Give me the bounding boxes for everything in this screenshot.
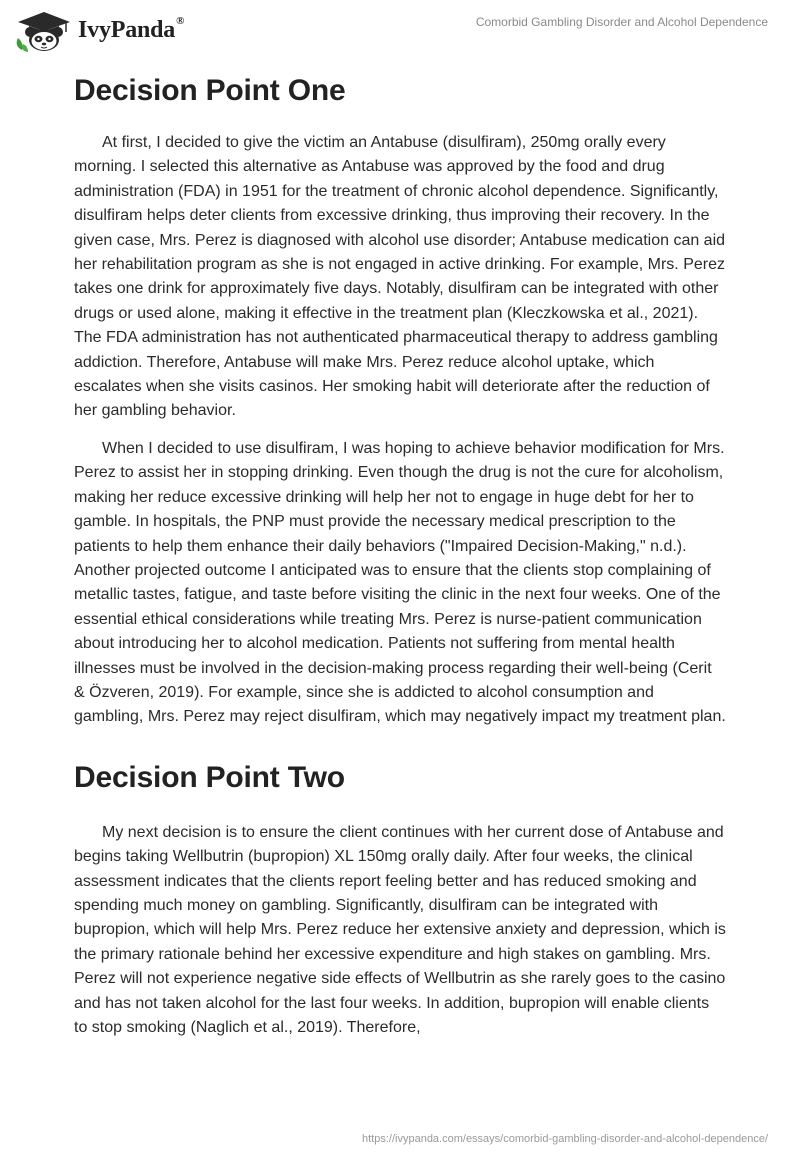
brand-name: IvyPanda®	[78, 14, 185, 43]
paragraph: When I decided to use disulfiram, I was hoping to achieve behavior modification for Mrs. Perez to assist her in stopping drinking. Even though the drug is not the cure for alcoholism, making her reduce excessive drinking will help her not to engage in huge debt for her to gamble. In hospitals, the PNP must provide the necessary medical prescription to the patients to help them enhance their daily behaviors ("Impaired Decision-Making," n.d.). Another projected outcome I anticipated was to ensure that the clients stop complaining of metallic tastes, fatigue, and taste before visiting the clinic in the next four weeks. One of the essential ethical considerations while treating Mrs. Perez is nurse-patient communication about introducing her to alcohol medication. Patients not suffering from mental health illnesses must be involved in the decision-making process regarding their well-being (Cerit & Özveren, 2019). For example, since she is addicted to alcohol consumption and gambling, Mrs. Perez may reject disulfiram, which may negatively impact my treatment plan.	[74, 439, 726, 726]
brand-logo[interactable]	[14, 8, 184, 52]
page-header	[0, 0, 800, 64]
panda-graduate-icon	[14, 8, 72, 52]
section-heading-decision-point-one: Decision Point One	[74, 74, 346, 107]
document-title: Comorbid Gambling Disorder and Alcohol Dependence	[475, 15, 768, 29]
paragraph: My next decision is to ensure the client continues with her current dose of Antabuse and begins taking Wellbutrin (bupropion) XL 150mg orally daily. After four weeks, the clinical assessment indicates that the clients report feeling better and has reduced smoking and spending much money on gambling. Significantly, disulfiram can be integrated with bupropion, which will help Mrs. Perez reduce her extensive anxiety and depression, which is the primary rationale behind her excessive expenditure and high stakes on gambling. Mrs. Perez will not experience negative side effects of Wellbutrin as she rarely goes to the casino and has not taken alcohol for the last four weeks. In addition, bupropion will enable clients to stop smoking (Naglich et al., 2019). Therefore,	[74, 823, 726, 1036]
paragraph: At first, I decided to give the victim an Antabuse (disulfiram), 250mg orally every morning. I selected this alternative as Antabuse was approved by the food and drug administration (FDA) in 1951 for the treatment of chronic alcohol dependence. Significantly, disulfiram helps deter clients from excessive drinking, thus improving their recovery. In the given case, Mrs. Perez is diagnosed with alcohol use disorder; Antabuse medication can aid her rehabilitation program as she is not engaged in active drinking. For example, Mrs. Perez takes one drink for approximately five days. Notably, disulfiram can be integrated with other drugs or used alone, making it effective in the treatment plan (Kleczkowska et al., 2021). The FDA administration has not authenticated pharmaceutical therapy to address gambling addiction. Therefore, Antabuse will make Mrs. Perez reduce alcohol uptake, which escalates when she visits casinos. Her smoking habit will deteriorate after the reduction of her gambling behavior.	[74, 134, 726, 420]
registered-mark: ®	[176, 14, 185, 27]
essay-body	[74, 68, 726, 1040]
section-heading-decision-point-two: Decision Point Two	[74, 760, 345, 794]
source-url[interactable]: https://ivypanda.com/essays/comorbid-gambling-disorder-and-alcohol-dependence/	[362, 1133, 768, 1145]
